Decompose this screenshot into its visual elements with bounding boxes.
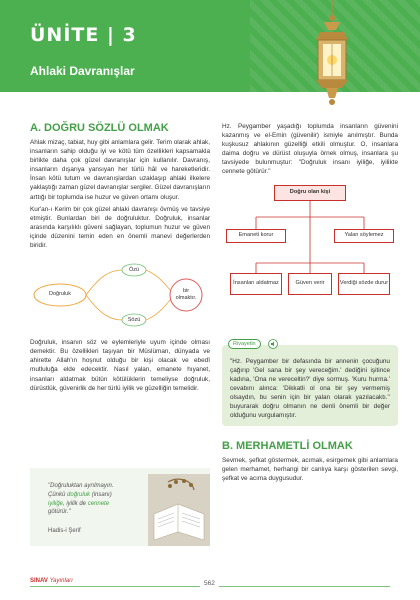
logo-main-text: SINAV (30, 578, 48, 584)
diagram-bottom-left: İnsanları aldatmaz (230, 273, 282, 295)
section-a-paragraph-3: Doğruluk, insanın söz ve eylemleriyle uyum içinde olması demektir. Bu özellikleri taşıyan bir Müslüman, dünyada ve ahirette Allah'ın hoşnut olduğu bir kişi olacak ve ebedî mutluluğa elde edecektir. Nasıl yalan, emanete hıyanet, insanları aldatmak bütün kötülüklerin temeliyse doğruluk, dürüstlük, güvenirlik de her türlü iyilik ve güzelliğin temelidir. (30, 339, 210, 392)
concept-top: Özü (128, 267, 140, 274)
quote-source: Hadis-i Şerif (48, 528, 81, 534)
section-a-paragraph-2: Kur'an-ı Kerim bir çok güzel ahlaki davranışı övmüş ve tavsiye etmiştir. Bunlardan biri de doğruluktur. Doğruluk, insanlar arasında karşılıklı güveni sağlayan, toplumun huzur ve güven içinde düzenini temin eden en önemli manevi değerlerden biridir. (30, 205, 210, 250)
concept-diagram (30, 256, 210, 334)
quote-line-4: götürür." (48, 509, 71, 516)
quote-highlight-dogruluk: doğruluk (67, 491, 91, 498)
section-a-paragraph-1: Ahlak mizaç, tabiat, huy gibi anlamlara gelir. Terim olarak ahlak, insanların sahip olduğu iyi ve kötü tüm özellikleri kapsamakla birlikte daha çok güzel davranışlar için kullanılır. Davranış, insanların dışarıya yansıyan her türlü hâl ve hareketleridir. İnsan kötü tutum ve davranışlardan uzaklaşıp ahlaki ilkelere yaklaştığı zaman güzel davranışlar sergiler. Güzel davranışların arttığı bir toplumda ise huzur ve güven ortamı oluşur. (30, 139, 210, 201)
diagram-bottom-right: Verdiği sözde durur (338, 273, 390, 295)
story-box (222, 340, 398, 427)
story-text: "Hz. Peygamber bir defasında bir annenin çocuğunu çağırıp 'Gel sana bir şey vereceğim.' dediğini işitince kadına, 'Ona ne vereceltin?' diye sormuş. 'Kuru hurma.' cevabını alınca: 'Dikkatli ol ona bir şey vermemiş olsaydın, bu senin için bir yalan olarak yazılacaktı.'' buyurarak doğru olmanın ne denli önemli bir değer olduğunu vurgulamıştır. (230, 357, 390, 420)
concept-right: bir olmaktır. (175, 288, 197, 302)
audio-icon (268, 339, 278, 349)
quote-line-3a: , iyilik de (63, 500, 88, 507)
concept-center: Doğruluk (48, 291, 71, 298)
right-paragraph: Hz. Peygamber yaşadığı toplumda insanların güvenini kazanmış ve el-Emin (güvenilir) ismiyle anılmıştır. Bunda kuşkusuz ahlakının güzelliği etkili olmuştur. O, insanlara daima doğru ve dürüst oluşuyla örnek olmuş, insanlara şu tavsiyede bulunmuştur: "Doğruluk insanı iyiliğe, iyilikte cennete götürür." (222, 123, 398, 176)
quote-highlight-iyilige: iyiliğe (48, 500, 64, 507)
page-number: 562 (200, 580, 219, 587)
unit-label: ÜNİTE | 3 (30, 24, 137, 46)
quote-line-2b: (insanı) (90, 491, 112, 498)
quran-image-icon (148, 474, 210, 546)
quote-highlight-cennete: cennete (87, 500, 110, 507)
story-tag: Rivayetin (228, 339, 261, 349)
section-a-heading: A. DOĞRU SÖZLÜ OLMAK (30, 122, 169, 134)
diagram-root: Doğru olan kişi (274, 185, 346, 201)
lantern-icon (302, 0, 362, 112)
honest-person-diagram (222, 181, 398, 331)
quote-line-2a: Çünkü (48, 491, 68, 498)
diagram-connectors (222, 181, 398, 331)
hadith-quote-box (30, 468, 210, 546)
hadith-quote-text (48, 482, 153, 517)
left-column (30, 122, 210, 396)
right-column (222, 122, 398, 487)
diagram-bottom-center: Güven verir (288, 273, 332, 295)
section-b-paragraph: Sevmek, şefkat göstermek, acımak, esirgemek gibi anlamlara gelen merhamet, herhangi bir canlıya karşı gösterilen sevgi, şefkat ve acıma duygusudur. (222, 457, 398, 483)
section-b-heading: B. MERHAMETLİ OLMAK (222, 440, 353, 453)
diagram-left: Emaneti korur (226, 229, 286, 243)
logo-italic-text: Yayınları (49, 578, 73, 584)
diagram-right: Yalan söylemez (334, 229, 394, 243)
concept-bottom: Sözü (127, 317, 141, 324)
quote-line-1: "Doğruluktan ayrılmayın. (48, 483, 114, 489)
publisher-logo (30, 578, 77, 584)
chapter-subtitle: Ahlaki Davranışlar (30, 64, 135, 78)
